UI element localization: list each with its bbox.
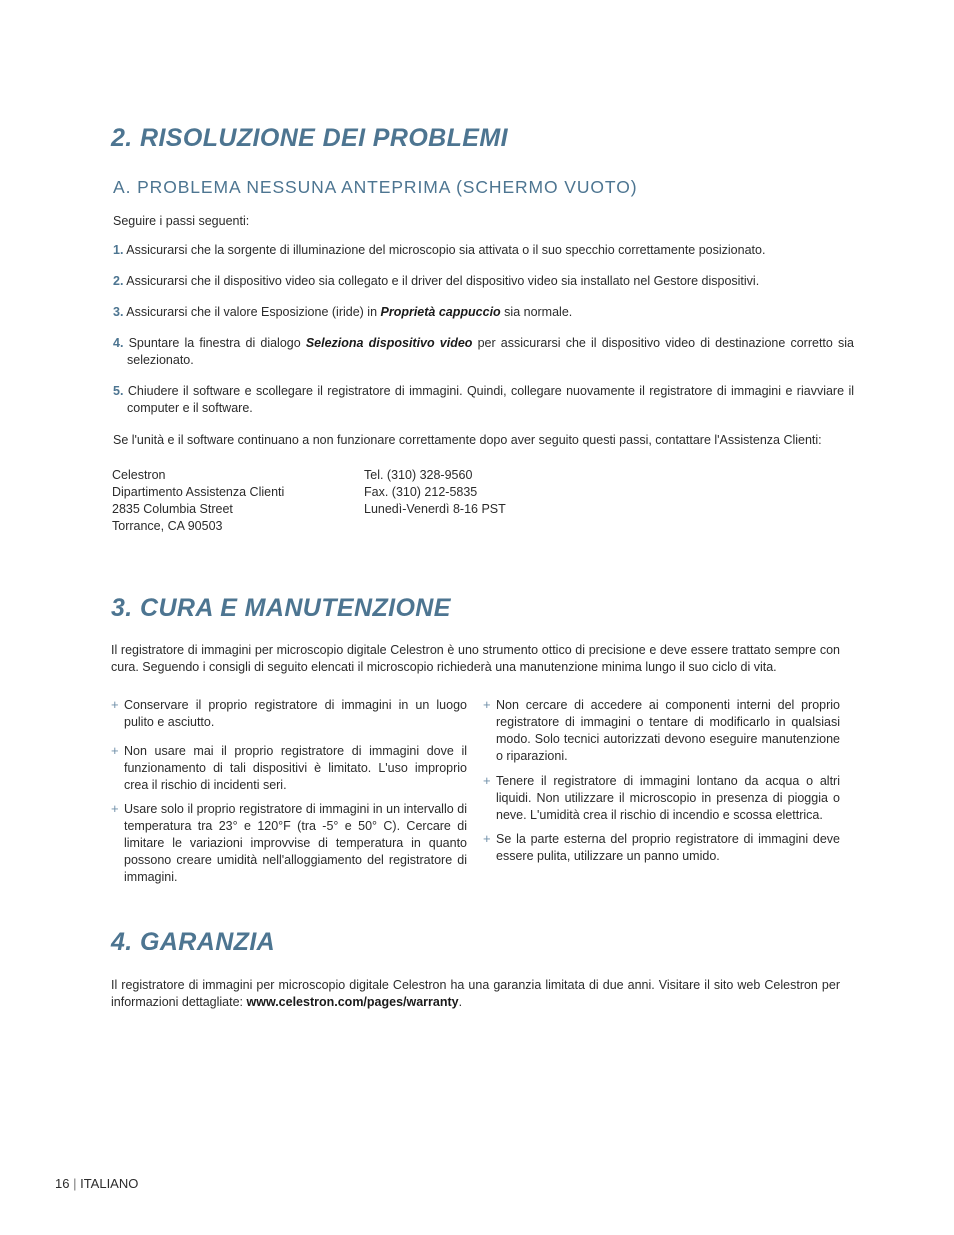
select-video-device-term: Seleziona dispositivo video <box>305 336 473 350</box>
step-number: 2. <box>113 274 124 288</box>
plus-icon: + <box>111 743 119 758</box>
contact-intro: Se l'unità e il software continuano a non funzionare correttamente dopo aver seguito questi passi, contattare l'Assistenza Clienti: <box>113 433 822 447</box>
warranty-body: Il registratore di immagini per microscopio digitale Celestron ha una garanzia limitata di due anni. Visitare il sito web Celestron per informazioni dettagliate: <box>111 978 840 1009</box>
care-bullet-left-2 <box>111 743 467 794</box>
address-line: Torrance, CA 90503 <box>112 519 223 533</box>
plus-icon: + <box>111 801 119 816</box>
step-text-pre: Spuntare la finestra di dialogo <box>128 336 306 350</box>
steps-intro: Seguire i passi seguenti: <box>113 214 250 228</box>
step-number: 3. <box>113 305 124 319</box>
address-line: Dipartimento Assistenza Clienti <box>112 485 285 499</box>
phone-line: Lunedì-Venerdì 8-16 PST <box>364 502 506 516</box>
step-number: 4. <box>113 336 124 350</box>
bullet-text: Non cercare di accedere ai componenti interni del proprio registratore di immagini o tentare di modificarlo in qualsiasi modo. Solo tecnici autorizzati devono eseguire manutenzione o riparazioni. <box>496 698 840 763</box>
step-3 <box>113 304 854 321</box>
page-footer <box>55 1175 138 1192</box>
bullet-text: Se la parte esterna del proprio registratore di immagini deve essere pulita, utilizzare un panno umido. <box>496 832 840 863</box>
step-text: Assicurarsi che il dispositivo video sia collegato e il driver del dispositivo video sia installato nel Gestore dispositivi. <box>126 274 760 288</box>
warranty-text <box>111 977 840 1011</box>
plus-icon: + <box>483 831 491 846</box>
care-bullet-right-3 <box>483 831 840 865</box>
section-title-warranty: 4. GARANZIA <box>111 928 276 956</box>
phone-line: Fax. (310) 212-5835 <box>364 485 478 499</box>
bullet-text: Non usare mai il proprio registratore di immagini dove il funzionamento di tali dispositivi è limitato. L'uso improprio crea il rischio di incidenti seri. <box>124 744 467 792</box>
warranty-end: . <box>458 995 463 1009</box>
section-title-care: 3. CURA E MANUTENZIONE <box>111 594 451 622</box>
care-bullet-right-2 <box>483 773 840 824</box>
bullet-text: Usare solo il proprio registratore di immagini in un intervallo di temperatura tra 23° e 120°F (tra -5° e 50° C). Cercare di limitare le variazioni improvvise di temperatura in quanto possono creare umidità nell'alloggiamento del registratore di immagini. <box>124 802 467 884</box>
footer-language: ITALIANO <box>80 1176 139 1191</box>
warranty-link[interactable]: www.celestron.com/pages/warranty <box>246 995 459 1009</box>
subsection-title-no-preview: A. PROBLEMA NESSUNA ANTEPRIMA (SCHERMO VUOTO) <box>113 177 638 197</box>
address-line: 2835 Columbia Street <box>112 502 233 516</box>
plus-icon: + <box>483 773 491 788</box>
bullet-text: Conservare il proprio registratore di immagini in un luogo pulito e asciutto. <box>124 698 467 729</box>
step-number: 5. <box>113 384 124 398</box>
step-5 <box>113 383 854 417</box>
step-text-pre: Assicurarsi che il valore Esposizione (iride) in <box>126 305 381 319</box>
contact-address <box>112 467 284 535</box>
step-text-post: sia normale. <box>500 305 573 319</box>
step-text-post: per assicurarsi che il dispositivo video di destinazione corretto sia selezionato. <box>127 336 854 367</box>
section-title-troubleshooting: 2. RISOLUZIONE DEI PROBLEMI <box>111 124 508 152</box>
care-bullet-left-1 <box>111 697 467 731</box>
care-intro: Il registratore di immagini per microscopio digitale Celestron è uno strumento ottico di precisione e deve essere trattato sempre con cura. Seguendo i consigli di seguito elencati il microscopio richiederà una manutenzione minima lungo il suo ciclo di vita. <box>111 643 840 674</box>
step-text: Chiudere il software e scollegare il registratore di immagini. Quindi, collegare nuovamente il registratore di immagini e riavviare il computer e il software. <box>127 384 854 415</box>
step-1 <box>113 242 854 259</box>
step-text: Assicurarsi che la sorgente di illuminazione del microscopio sia attivata o il suo specchio correttamente posizionato. <box>126 243 766 257</box>
plus-icon: + <box>111 697 119 712</box>
contact-phones <box>364 467 506 518</box>
phone-line: Tel. (310) 328-9560 <box>364 468 473 482</box>
capture-properties-term: Proprietà cappuccio <box>380 305 501 319</box>
plus-icon: + <box>483 697 491 712</box>
step-number: 1. <box>113 243 124 257</box>
footer-separator: | <box>69 1176 81 1191</box>
step-4 <box>113 335 854 369</box>
care-bullet-left-3 <box>111 801 467 886</box>
page-number: 16 <box>55 1176 70 1191</box>
step-2 <box>113 273 854 290</box>
address-line: Celestron <box>112 468 166 482</box>
care-bullet-right-1 <box>483 697 840 765</box>
bullet-text: Tenere il registratore di immagini lontano da acqua o altri liquidi. Non utilizzare il microscopio in presenza di pioggia o neve. L'umidità crea il rischio di incendio e scossa elettrica. <box>496 774 840 822</box>
